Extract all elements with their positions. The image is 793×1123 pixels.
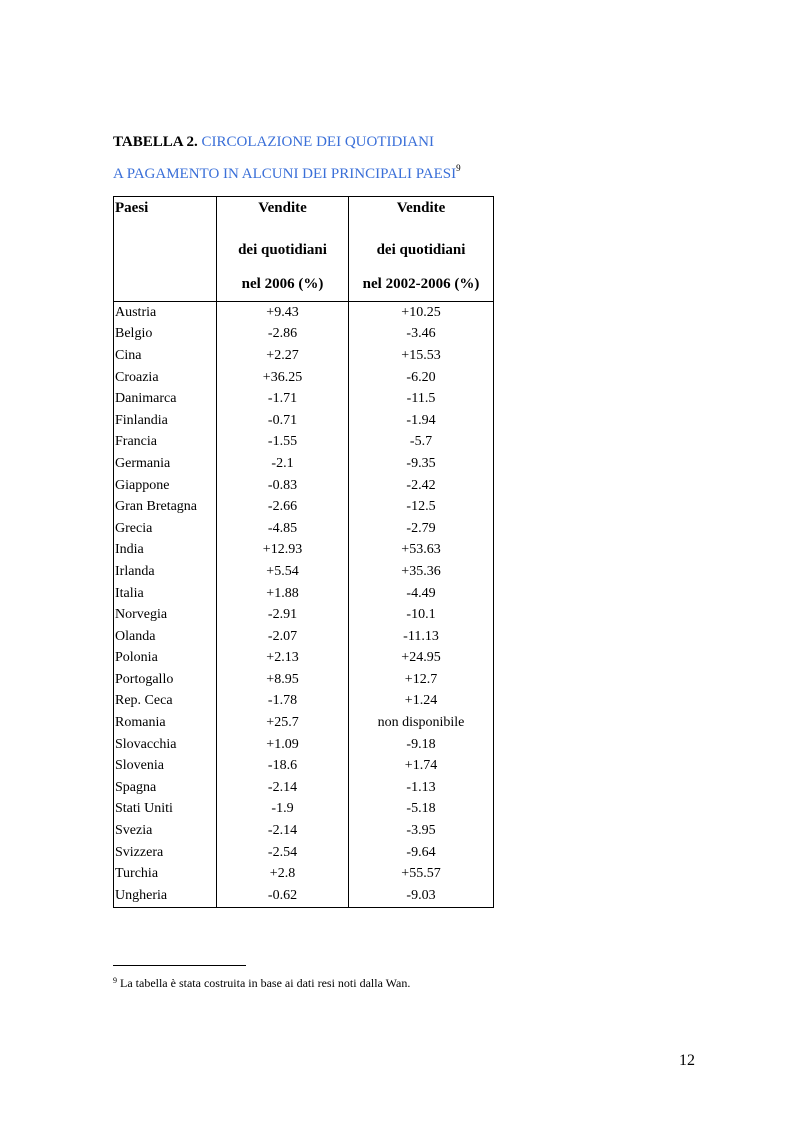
country-cell: Olanda [114,626,217,648]
sales-2006-cell: -18.6 [217,755,349,777]
header-sales-2002-2006-line-2: dei quotidiani [376,242,466,258]
country-cell: Giappone [114,475,217,497]
sales-2006-cell: -2.54 [217,842,349,864]
sales-2002-2006-cell: -9.64 [349,842,494,864]
country-cell: Polonia [114,648,217,670]
header-countries-label: Paesi [115,200,149,216]
sales-2006-cell: -2.86 [217,324,349,346]
table-row [114,626,494,648]
table-title-line-2 [113,165,461,183]
header-sales-2006-line-2: dei quotidiani [238,242,327,258]
country-cell: Svizzera [114,842,217,864]
sales-2006-cell: +1.88 [217,583,349,605]
header-countries [114,197,217,302]
table-row [114,345,494,367]
country-cell: Slovenia [114,755,217,777]
header-sales-2006 [217,197,349,302]
sales-2002-2006-cell: +12.7 [349,669,494,691]
sales-2006-cell: +25.7 [217,712,349,734]
table-title-line-1 [113,133,434,151]
sales-2006-cell: -2.1 [217,453,349,475]
sales-2002-2006-cell: -6.20 [349,367,494,389]
country-cell: Francia [114,432,217,454]
sales-2006-cell: -2.14 [217,820,349,842]
header-sales-2006-line-1: Vendite [258,200,307,216]
country-cell: Grecia [114,518,217,540]
sales-2006-cell: -0.62 [217,885,349,907]
sales-2002-2006-cell: -11.5 [349,388,494,410]
table-row [114,518,494,540]
table-row [114,496,494,518]
header-sales-2002-2006-line-1: Vendite [396,200,446,216]
sales-2002-2006-cell: +53.63 [349,540,494,562]
table-row [114,648,494,670]
sales-2002-2006-cell: +55.57 [349,863,494,885]
sales-2002-2006-cell: -11.13 [349,626,494,648]
country-cell: Finlandia [114,410,217,432]
table-row [114,885,494,907]
country-cell: Turchia [114,863,217,885]
sales-2006-cell: -1.78 [217,691,349,713]
table-row [114,410,494,432]
sales-2006-cell: -2.14 [217,777,349,799]
sales-2006-cell: +12.93 [217,540,349,562]
sales-2006-cell: -2.91 [217,604,349,626]
footnote-number: 9 [113,976,117,985]
header-sales-2006-line-3: nel 2006 (%) [241,276,324,292]
sales-2006-cell: -0.83 [217,475,349,497]
header-sales-2002-2006-line-3: nel 2002-2006 (%) [362,276,480,292]
table-row [114,561,494,583]
country-cell: Irlanda [114,561,217,583]
page-number: 12 [679,1052,695,1069]
country-cell: Austria [114,302,217,324]
table-row [114,432,494,454]
sales-2002-2006-cell: -3.46 [349,324,494,346]
country-cell: Ungheria [114,885,217,907]
sales-2006-cell: -4.85 [217,518,349,540]
sales-2002-2006-cell: -1.94 [349,410,494,432]
footnote-text: La tabella è stata costruita in base ai dati resi noti dalla Wan. [117,976,411,990]
sales-2002-2006-cell: -9.35 [349,453,494,475]
sales-2006-cell: +2.27 [217,345,349,367]
footnote-reference[interactable]: 9 [456,163,461,173]
sales-2002-2006-cell: +1.74 [349,755,494,777]
sales-2002-2006-cell: -2.42 [349,475,494,497]
sales-2002-2006-cell: -5.7 [349,432,494,454]
sales-2006-cell: +5.54 [217,561,349,583]
sales-2006-cell: +2.13 [217,648,349,670]
sales-2002-2006-cell: +24.95 [349,648,494,670]
table-row [114,820,494,842]
country-cell: Slovacchia [114,734,217,756]
sales-2006-cell: -2.66 [217,496,349,518]
footnote-divider [113,965,246,966]
table-row [114,583,494,605]
country-cell: Portogallo [114,669,217,691]
table-label-separator: . [194,134,202,150]
sales-2006-cell: -2.07 [217,626,349,648]
country-cell: Danimarca [114,388,217,410]
sales-2006-cell: +36.25 [217,367,349,389]
sales-2002-2006-cell: +35.36 [349,561,494,583]
table-row [114,324,494,346]
sales-2006-cell: -1.9 [217,799,349,821]
table-row [114,799,494,821]
table-row [114,302,494,324]
country-cell: Germania [114,453,217,475]
country-cell: Svezia [114,820,217,842]
sales-2002-2006-cell: non disponibile [349,712,494,734]
sales-2002-2006-cell: +15.53 [349,345,494,367]
table-row [114,367,494,389]
sales-2002-2006-cell: -9.18 [349,734,494,756]
table-row [114,777,494,799]
country-cell: Stati Uniti [114,799,217,821]
sales-2006-cell: +8.95 [217,669,349,691]
table-row [114,453,494,475]
table-row [114,755,494,777]
sales-2002-2006-cell: +1.24 [349,691,494,713]
country-cell: India [114,540,217,562]
table-row [114,691,494,713]
sales-2006-cell: -1.71 [217,388,349,410]
country-cell: Romania [114,712,217,734]
sales-2002-2006-cell: -5.18 [349,799,494,821]
table-label: TABELLA 2 [113,134,194,150]
sales-2002-2006-cell: -3.95 [349,820,494,842]
table-row [114,475,494,497]
footnote [113,975,410,991]
sales-2002-2006-cell: -4.49 [349,583,494,605]
country-cell: Spagna [114,777,217,799]
country-cell: Belgio [114,324,217,346]
sales-2006-cell: -1.55 [217,432,349,454]
table-row [114,604,494,626]
country-cell: Gran Bretagna [114,496,217,518]
sales-2002-2006-cell: -10.1 [349,604,494,626]
table-row [114,863,494,885]
table-row [114,388,494,410]
table-title-text-2: A PAGAMENTO IN ALCUNI DEI PRINCIPALI PAESI [113,166,457,182]
header-sales-2002-2006 [349,197,494,302]
sales-2002-2006-cell: +10.25 [349,302,494,324]
table-row [114,540,494,562]
sales-2002-2006-cell: -9.03 [349,885,494,907]
table-row [114,712,494,734]
table-body [114,302,494,908]
table-row [114,669,494,691]
table-title-text-1: CIRCOLAZIONE DEI QUOTIDIANI [201,134,434,150]
circulation-table [113,196,494,908]
country-cell: Norvegia [114,604,217,626]
table-row [114,842,494,864]
table-header-row [114,197,494,302]
country-cell: Croazia [114,367,217,389]
sales-2002-2006-cell: -2.79 [349,518,494,540]
country-cell: Rep. Ceca [114,691,217,713]
country-cell: Italia [114,583,217,605]
sales-2006-cell: +1.09 [217,734,349,756]
sales-2002-2006-cell: -12.5 [349,496,494,518]
sales-2006-cell: +2.8 [217,863,349,885]
sales-2002-2006-cell: -1.13 [349,777,494,799]
country-cell: Cina [114,345,217,367]
table-row [114,734,494,756]
sales-2006-cell: -0.71 [217,410,349,432]
sales-2006-cell: +9.43 [217,302,349,324]
